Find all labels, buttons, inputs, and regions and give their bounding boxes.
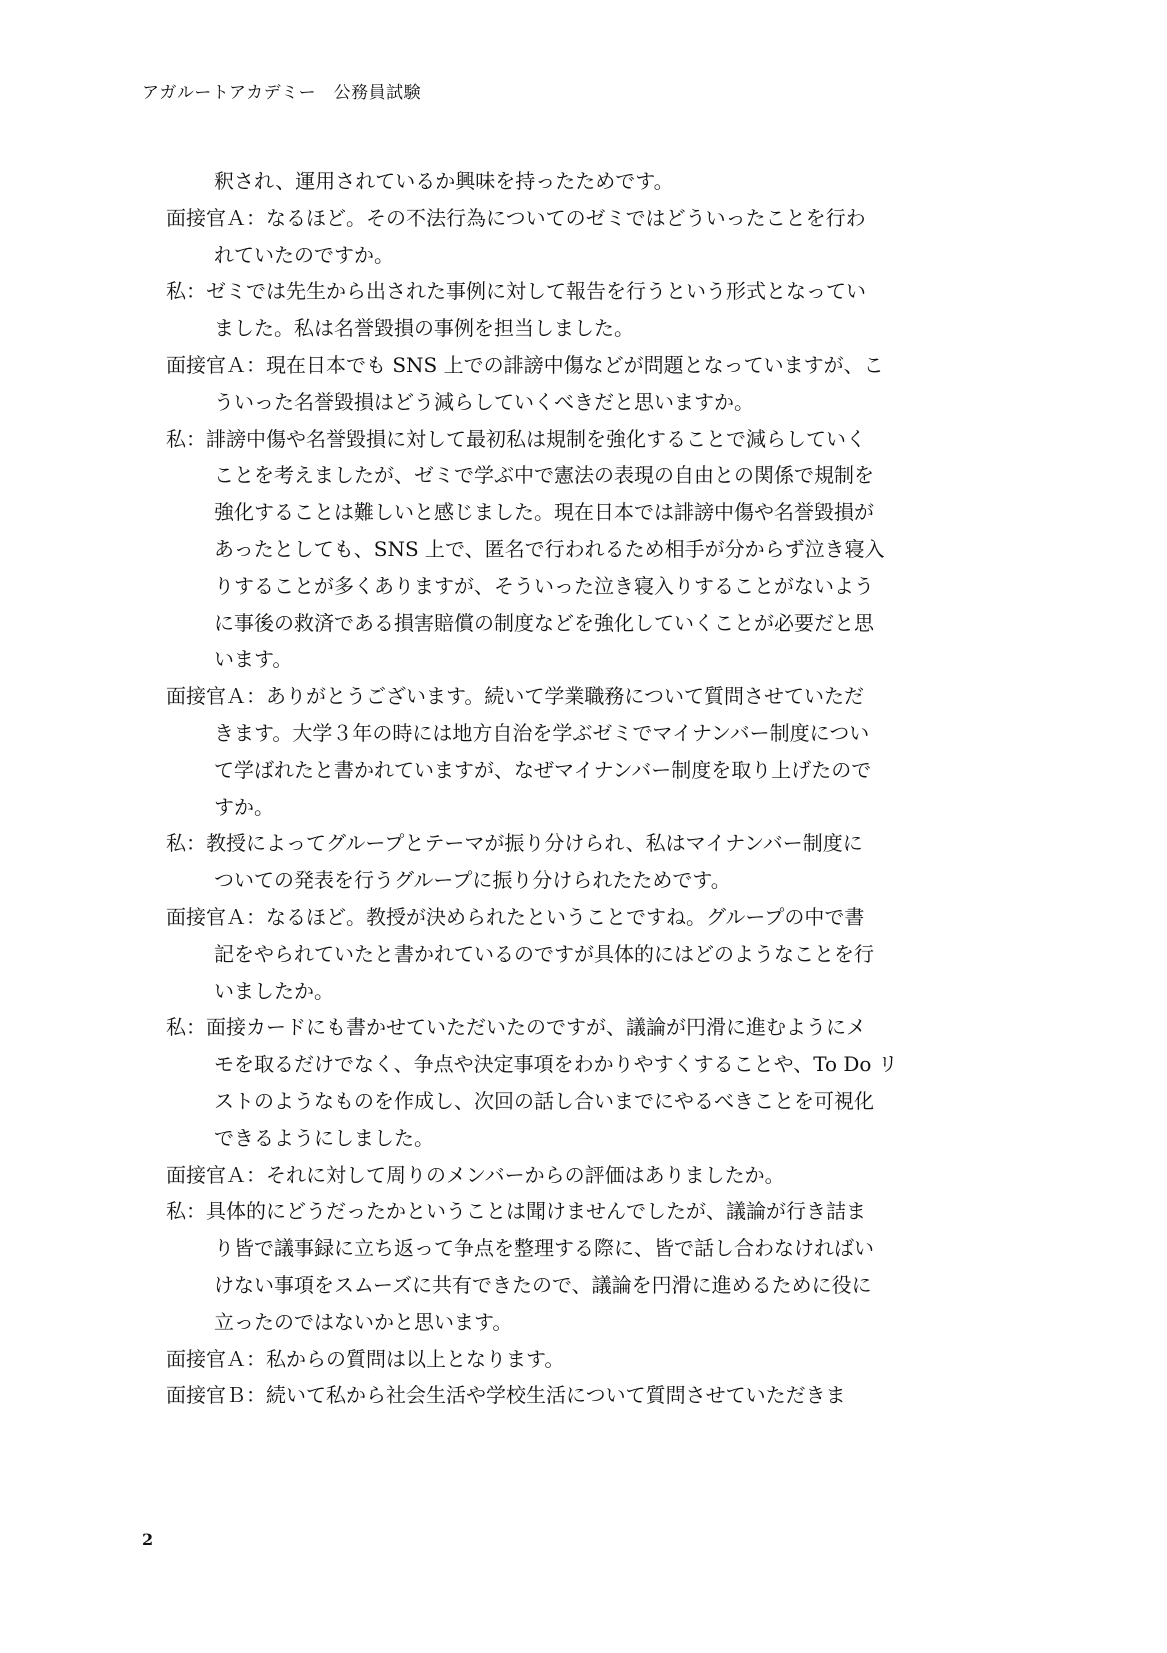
transcript-line (166, 531, 1006, 568)
transcript-line (166, 678, 1006, 715)
line-text: できるようにしました。 (214, 1125, 434, 1150)
speaker-label: 面接官Ａ： (166, 684, 266, 709)
dialogue-entry (166, 163, 1006, 200)
line-text: 教授によってグループとテーマが振り分けられ、私はマイナンバー制度に (206, 831, 863, 856)
transcript-line (166, 494, 1006, 531)
transcript-line (166, 1377, 1006, 1414)
line-text: モを取るだけでなく、争点や決定事項をわかりやすくすることや、To Do リ (214, 1052, 898, 1077)
speaker-label: 私： (166, 1015, 206, 1040)
line-text: ありがとうございます。続いて学業職務について質問させていただ (266, 684, 864, 709)
line-text: 続いて私から社会生活や学校生活について質問させていただきま (266, 1383, 846, 1408)
line-text: ました。私は名誉毀損の事例を担当しました。 (214, 316, 634, 341)
line-text: すか。 (214, 794, 274, 819)
transcript-line (166, 1009, 1006, 1046)
speaker-label: 面接官Ａ： (166, 1346, 266, 1371)
line-text: ことを考えましたが、ゼミで学ぶ中で憲法の表現の自由との関係で規制を (214, 463, 874, 488)
transcript-line (166, 1341, 1006, 1378)
speaker-label: 私： (166, 426, 206, 451)
dialogue-entry (166, 1193, 1006, 1340)
line-text: なるほど。教授が決められたということですね。グループの中で書 (266, 904, 865, 929)
line-text: 具体的にどうだったかということは聞けませんでしたが、議論が行き詰ま (206, 1199, 866, 1224)
speaker-label: 私： (166, 1199, 206, 1224)
dialogue-entry (166, 273, 1006, 347)
line-text: 面接カードにも書かせていただいたのですが、議論が円滑に進むようにメ (206, 1015, 866, 1040)
dialogue-entry (166, 825, 1006, 899)
speaker-label: 面接官Ａ： (166, 1162, 266, 1187)
line-text: 強化することは難しいと感じました。現在日本では誹謗中傷や名誉毀損が (214, 500, 874, 525)
transcript-line (166, 1046, 1006, 1083)
line-text: りすることが多くありますが、そういった泣き寝入りすることがないよう (214, 573, 874, 598)
line-text: いましたか。 (214, 978, 334, 1003)
line-text: り皆で議事録に立ち返って争点を整理する際に、皆で話し合わなければい (214, 1236, 874, 1261)
transcript-line (166, 973, 1006, 1010)
speaker-label: 面接官Ａ： (166, 352, 266, 377)
dialogue-entry (166, 1009, 1006, 1156)
dialogue-entry (166, 899, 1006, 1009)
transcript-line (166, 568, 1006, 605)
transcript-line (166, 457, 1006, 494)
transcript-line (166, 1120, 1006, 1157)
transcript-line (166, 936, 1006, 973)
interview-transcript (166, 163, 1006, 1414)
line-text: 誹謗中傷や名誉毀損に対して最初私は規制を強化することで減らしていく (206, 426, 866, 451)
transcript-line (166, 273, 1006, 310)
transcript-line (166, 1157, 1006, 1194)
line-text: います。 (214, 647, 293, 672)
page-number: 2 (142, 1530, 154, 1549)
line-text: ストのようなものを作成し、次回の話し合いまでにやるべきことを可視化 (214, 1088, 874, 1113)
transcript-line (166, 421, 1006, 458)
dialogue-entry (166, 1377, 1006, 1414)
document-header: アガルートアカデミー 公務員試験 (142, 83, 422, 103)
speaker-label: 面接官Ｂ： (166, 1383, 266, 1408)
line-text: 立ったのではないかと思います。 (214, 1309, 513, 1334)
line-text: なるほど。その不法行為についてのゼミではどういったことを行わ (266, 205, 866, 230)
line-text: 釈され、運用されているか興味を持ったためです。 (214, 169, 674, 193)
transcript-line (166, 163, 1006, 200)
transcript-line (166, 605, 1006, 642)
transcript-line (166, 715, 1006, 752)
dialogue-entry (166, 1341, 1006, 1378)
line-text: 記をやられていたと書かれているのですが具体的にはどのようなことを行 (214, 941, 874, 966)
transcript-line (166, 1267, 1006, 1304)
speaker-label: 私： (166, 279, 206, 304)
transcript-line (166, 1193, 1006, 1230)
dialogue-entry (166, 421, 1006, 679)
transcript-line (166, 825, 1006, 862)
transcript-line (166, 1304, 1006, 1341)
transcript-line (166, 789, 1006, 826)
transcript-line (166, 641, 1006, 678)
line-text: れていたのですか。 (214, 242, 394, 267)
transcript-line (166, 384, 1006, 421)
transcript-line (166, 862, 1006, 899)
line-text: ういった名誉毀損はどう減らしていくべきだと思いますか。 (214, 389, 754, 414)
transcript-line (166, 347, 1006, 384)
dialogue-entry (166, 200, 1006, 274)
line-text: に事後の救済である損害賠償の制度などを強化していくことが必要だと思 (214, 610, 874, 635)
transcript-line (166, 752, 1006, 789)
line-text: きます。大学３年の時には地方自治を学ぶゼミでマイナンバー制度につい (214, 720, 870, 745)
line-text: ついての発表を行うグループに振り分けられたためです。 (214, 868, 731, 893)
dialogue-entry (166, 1157, 1006, 1194)
line-text: それに対して周りのメンバーからの評価はありましたか。 (266, 1162, 785, 1187)
line-text: 現在日本でも SNS 上での誹謗中傷などが問題となっていますが、こ (266, 352, 884, 377)
dialogue-entry (166, 678, 1006, 825)
speaker-label: 私： (166, 831, 206, 856)
transcript-line (166, 310, 1006, 347)
dialogue-entry (166, 347, 1006, 421)
line-text: けない事項をスムーズに共有できたので、議論を円滑に進めるために役に (214, 1272, 872, 1297)
speaker-label: 面接官Ａ： (166, 205, 266, 230)
line-text: ゼミでは先生から出された事例に対して報告を行うという形式となってい (206, 279, 866, 304)
line-text: あったとしても、SNS 上で、匿名で行われるため相手が分からず泣き寝入 (214, 536, 885, 561)
line-text: 私からの質問は以上となります。 (266, 1346, 565, 1371)
transcript-line (166, 899, 1006, 936)
line-text: て学ばれたと書かれていますが、なぜマイナンバー制度を取り上げたので (214, 757, 872, 782)
transcript-line (166, 1230, 1006, 1267)
transcript-line (166, 200, 1006, 237)
transcript-line (166, 1083, 1006, 1120)
speaker-label: 面接官Ａ： (166, 904, 266, 929)
transcript-line (166, 237, 1006, 274)
